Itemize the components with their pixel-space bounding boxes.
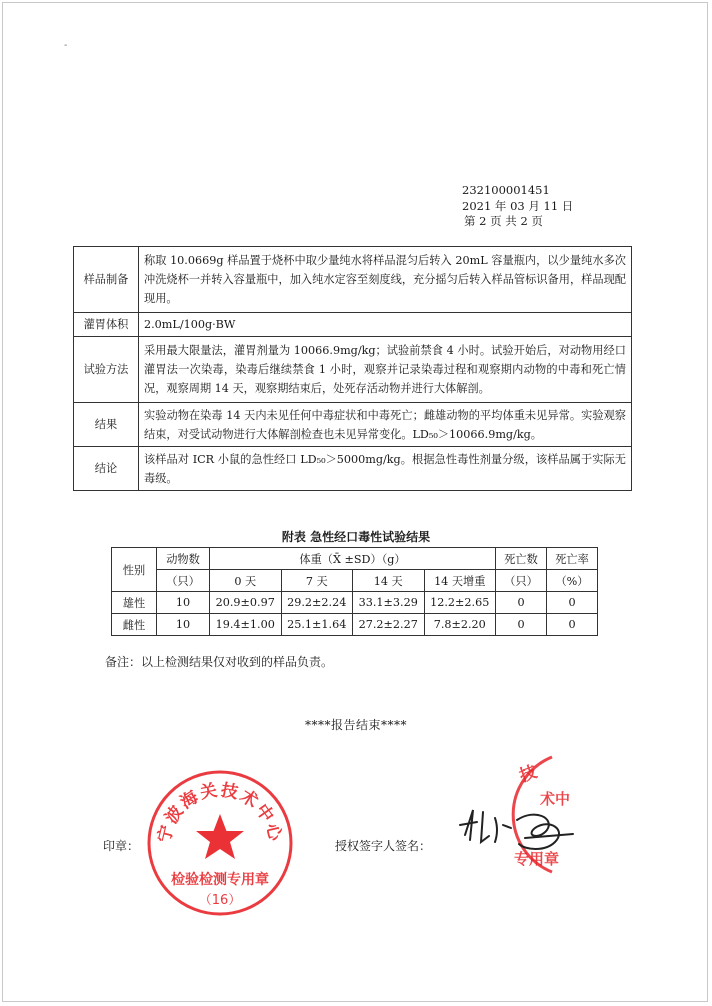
header-deaths: 死亡数 [496,548,547,570]
table-row [74,313,632,337]
results-table [111,547,598,636]
report-end-line: ****报告结束**** [304,718,407,732]
row-content: 2.0mL/100g·BW [139,313,632,337]
table-header-row [112,570,598,592]
cell-deaths: 0 [496,592,547,614]
seal-number: （16） [198,893,242,908]
header-day14: 14 天 [353,570,425,592]
cell-sex: 雌性 [112,614,157,636]
cell-rate: 0 [547,614,598,636]
header-count: 动物数 [157,548,210,570]
official-seal [145,768,295,918]
header-day7: 7 天 [281,570,353,592]
row-label: 试验方法 [74,337,139,403]
header-sex: 性别 [112,548,157,592]
report-date: 2021 年 03 月 11 日 [462,198,574,213]
cell-day14: 27.2±2.27 [353,614,425,636]
row-label: 结果 [74,403,139,447]
cell-count: 10 [157,592,210,614]
seal-label: 印章： [103,839,140,853]
cell-count: 10 [157,614,210,636]
annex-title: 附表 急性经口毒性试验结果 [281,530,431,544]
cell-day7: 29.2±2.24 [281,592,353,614]
svg-text:专用章: 专用章 [514,850,560,868]
table-row [74,403,632,447]
table-row [74,337,632,403]
cell-day0: 19.4±1.00 [210,614,282,636]
svg-text:技: 技 [516,762,540,787]
cell-day0: 20.9±0.97 [210,592,282,614]
table-header-row [112,548,598,570]
cell-day7: 25.1±1.64 [281,614,353,636]
row-label: 样品制备 [74,247,139,313]
row-label: 灌胃体积 [74,313,139,337]
cell-deaths: 0 [496,614,547,636]
seal-ring-text: 宁波海关技术中心 [154,780,286,845]
cell-sex: 雄性 [112,592,157,614]
table-row [74,247,632,313]
header-day0: 0 天 [210,570,282,592]
seal-star-icon [196,814,244,859]
cell-gain: 12.2±2.65 [424,592,496,614]
table-row [112,592,598,614]
row-label: 结论 [74,447,139,491]
cell-day14: 33.1±3.29 [353,592,425,614]
report-number: 232100001451 [462,183,550,197]
table-row [74,447,632,491]
handwritten-signature [455,800,580,860]
test-details-table [73,246,632,491]
cell-rate: 0 [547,592,598,614]
row-content: 称取 10.0669g 样品置于烧杯中取少量纯水将样品混匀后转入 20mL 容量瓶内，以少量纯水多次冲洗烧杯一并转入容量瓶中，加入纯水定容至刻度线，充分摇匀后转入样品管标识备用，样品现配现用。 [139,247,632,313]
row-content: 采用最大限量法，灌胃剂量为 10066.9mg/kg；试验前禁食 4 小时。试验开始后，对动物用经口灌胃法一次染毒，染毒后继续禁食 1 小时，观察并记录染毒过程和观察期内动物的中毒和死亡情况，观察周期 14 天，观察期结束后，处死存活动物并进行大体解剖。 [139,337,632,403]
table-row [112,614,598,636]
page-number: 第 2 页 共 2 页 [464,214,543,228]
disclaimer-note: 备注：以上检测结果仅对收到的样品负责。 [105,655,334,669]
row-content: 实验动物在染毒 14 天内未见任何中毒症状和中毒死亡；雌雄动物的平均体重未见异常。实验观察结束，对受试动物进行大体解剖检查也未见异常变化。LD₅₀＞10066.9mg/kg。 [139,403,632,447]
cell-gain: 7.8±2.20 [424,614,496,636]
seal-bottom-text: 检验检测专用章 [171,872,269,888]
row-content: 该样品对 ICR 小鼠的急性经口 LD₅₀＞5000mg/kg。根据急性毒性剂量分级，该样品属于实际无毒级。 [139,447,632,491]
header-count-unit: （只） [157,570,210,592]
header-weight: 体重（X̄ ±SD）（g） [210,548,496,570]
scan-mark: - [64,40,68,51]
header-deaths-unit: （只） [496,570,547,592]
header-gain: 14 天增重 [424,570,496,592]
svg-text:术中: 术中 [540,790,571,808]
report-header [462,183,573,230]
header-rate: 死亡率 [547,548,598,570]
header-rate-unit: （%） [547,570,598,592]
signature-label: 授权签字人签名： [335,839,432,853]
